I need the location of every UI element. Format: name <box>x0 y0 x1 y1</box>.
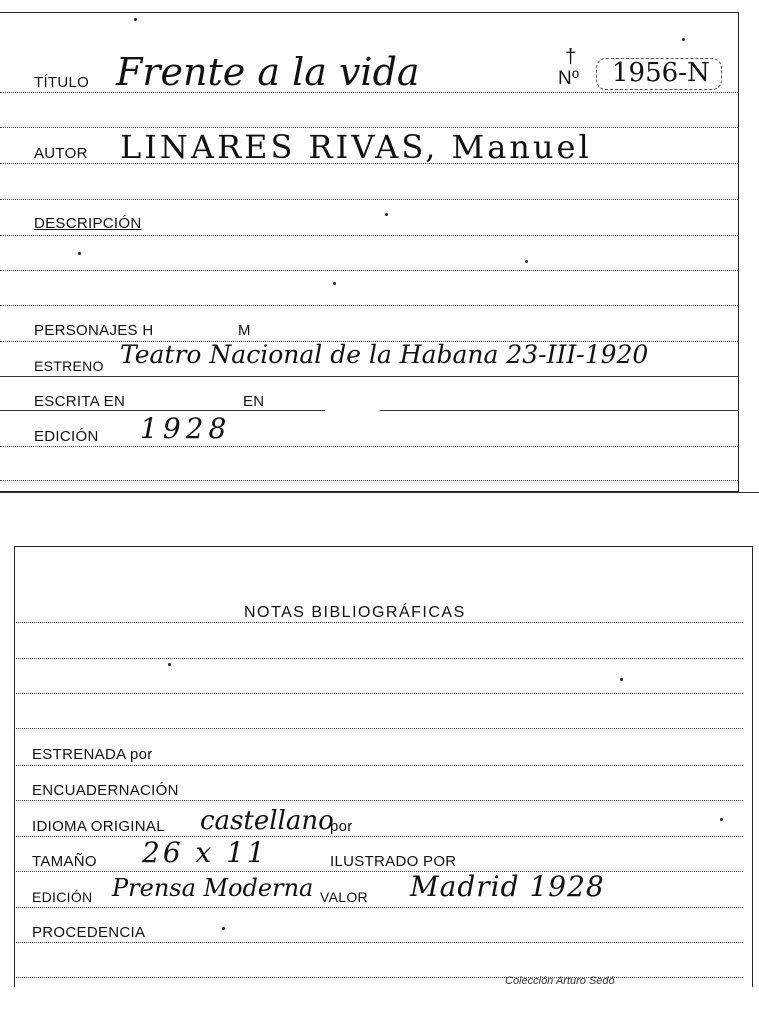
estreno-label: ESTRENO <box>34 358 104 374</box>
line-b1 <box>14 622 743 623</box>
numero-mark: † <box>565 46 577 68</box>
edicion-label-top: EDICIÓN <box>34 428 99 445</box>
paper-speck <box>168 663 171 666</box>
paper-speck <box>385 213 388 216</box>
line-edicion-bottom <box>14 907 743 908</box>
line-3 <box>0 270 738 271</box>
line-escrita-b <box>380 410 738 411</box>
line-titulo <box>0 92 738 93</box>
line-tamano <box>14 871 743 872</box>
line-b3 <box>14 693 743 694</box>
autor-label: AUTOR <box>34 145 88 162</box>
coleccion-stamp: Colección Arturo Sedó <box>505 975 615 987</box>
line-5 <box>0 480 738 481</box>
estrenada-label: ESTRENADA por <box>32 746 153 763</box>
tamano-label: TAMAÑO <box>32 853 97 870</box>
paper-speck <box>682 38 685 41</box>
line-estreno <box>0 376 738 377</box>
line-b5 <box>14 977 743 978</box>
escrita-label: ESCRITA EN <box>34 393 126 410</box>
line-autor <box>0 163 738 164</box>
titulo-value: Frente a la vida <box>116 50 420 94</box>
line-4 <box>0 305 738 306</box>
tamano-value: 26 x 11 <box>142 836 268 869</box>
line-procedencia <box>14 942 743 943</box>
valor-value: Madrid 1928 <box>410 870 605 903</box>
idioma-por-label: por <box>330 818 353 835</box>
numero-label: Nº <box>558 68 580 89</box>
line-descripcion <box>0 235 738 236</box>
edicion-label-bottom: EDICIÓN <box>32 889 93 905</box>
personajes-m-label: M <box>238 322 251 339</box>
personajes-label: PERSONAJES H <box>34 322 154 339</box>
paper-speck <box>620 678 623 681</box>
line-estrenada <box>14 765 743 766</box>
line-escrita-a <box>0 410 325 411</box>
autor-value: LINARES RIVAS, Manuel <box>120 128 592 166</box>
line-b2 <box>14 658 743 659</box>
line-idioma <box>14 836 743 837</box>
escrita-en-label: EN <box>243 393 265 410</box>
notas-heading: NOTAS BIBLIOGRÁFICAS <box>244 604 466 621</box>
line-encuadernacion <box>14 800 743 801</box>
paper-speck <box>525 260 528 263</box>
estreno-value: Teatro Nacional de la Habana 23-III-1920 <box>120 340 649 369</box>
titulo-label: TÍTULO <box>34 74 90 91</box>
ilustrado-label: ILUSTRADO POR <box>330 853 457 870</box>
paper-speck <box>78 252 81 255</box>
idioma-value: castellano <box>200 806 334 836</box>
encuadernacion-label: ENCUADERNACIÓN <box>32 782 179 799</box>
descripcion-label: DESCRIPCIÓN <box>34 215 142 232</box>
paper-speck <box>134 18 137 21</box>
line-b4 <box>14 728 743 729</box>
paper-speck <box>720 818 723 821</box>
card-separator <box>0 492 759 493</box>
procedencia-label: PROCEDENCIA <box>32 924 146 941</box>
edicion-value-top: 1928 <box>140 412 232 445</box>
idioma-label: IDIOMA ORIGINAL <box>32 818 165 835</box>
valor-label: VALOR <box>320 889 368 905</box>
line-2 <box>0 199 738 200</box>
line-edicion <box>0 446 738 447</box>
numero-value: 1956-N <box>612 58 710 88</box>
paper-speck <box>222 927 225 930</box>
edicion-value-bottom: Prensa Moderna <box>112 874 314 902</box>
paper-speck <box>333 282 336 285</box>
